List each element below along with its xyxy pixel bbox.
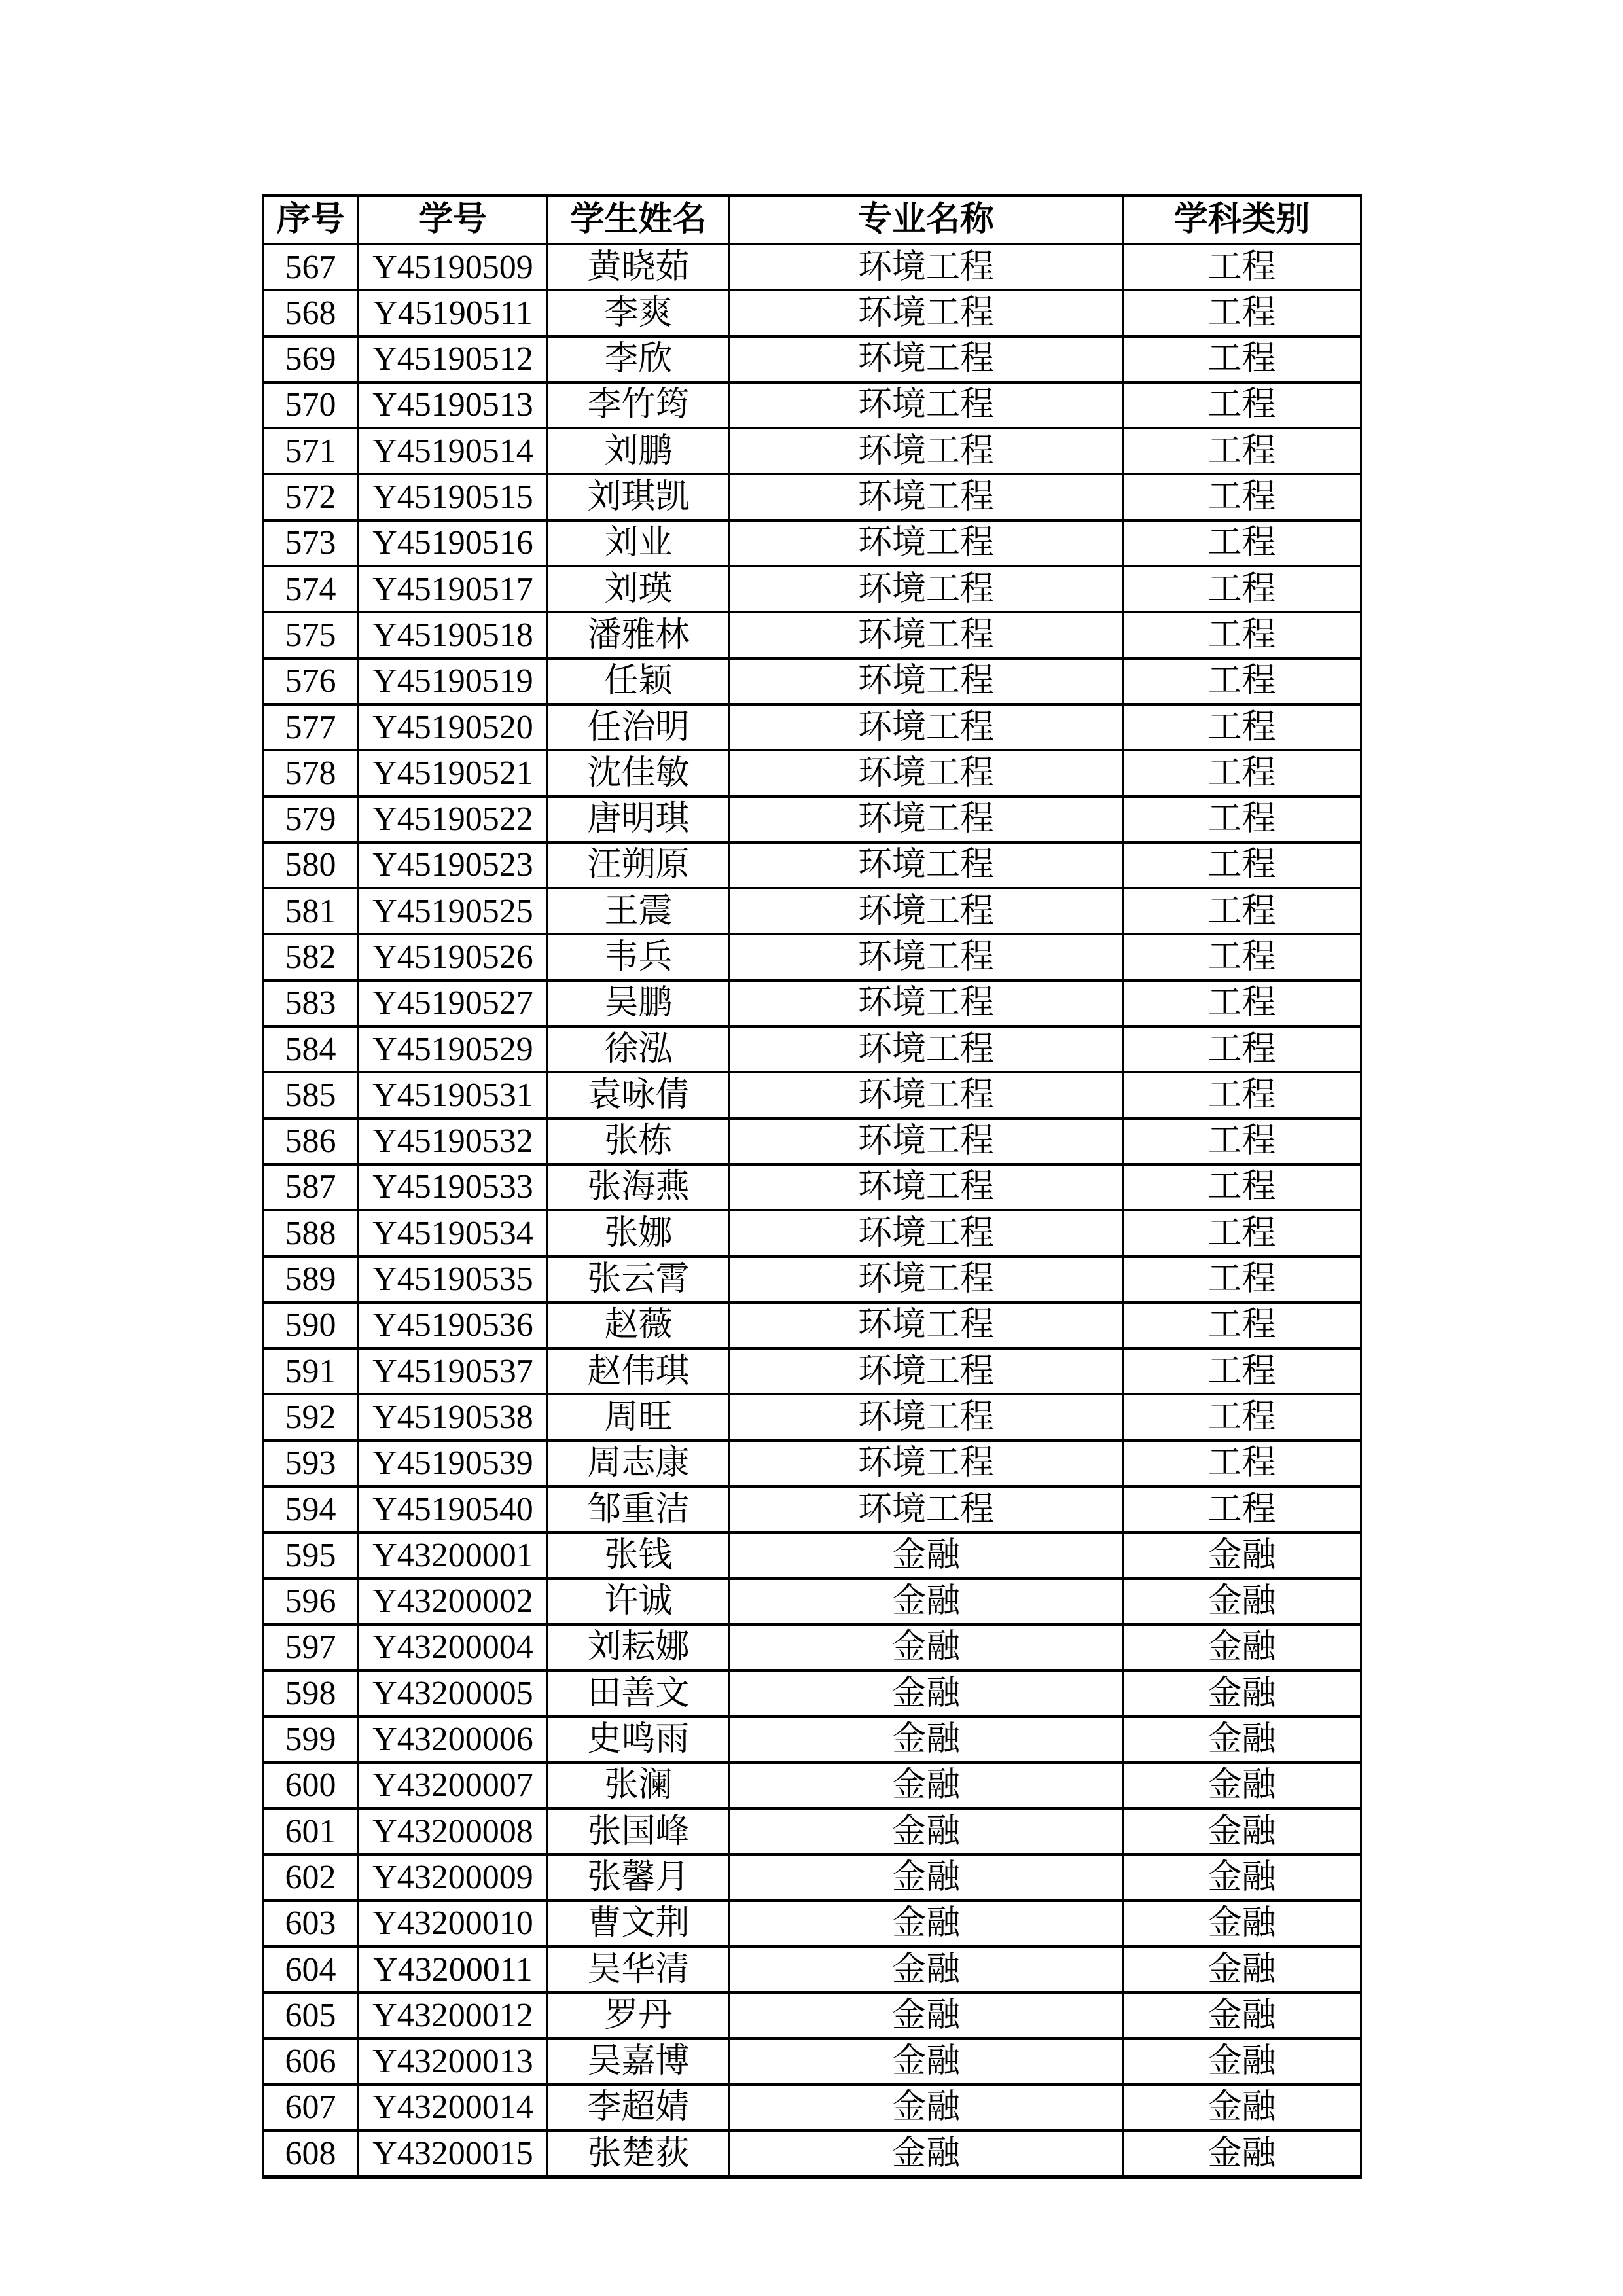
cell-student-id: Y43200002 <box>359 1579 548 1624</box>
cell-index: 599 <box>263 1717 359 1763</box>
cell-student-id: Y45190514 <box>359 428 548 474</box>
cell-discipline: 工程 <box>1123 1119 1361 1164</box>
cell-discipline: 工程 <box>1123 336 1361 382</box>
cell-index: 603 <box>263 1901 359 1946</box>
table-row <box>263 842 1361 888</box>
cell-index: 586 <box>263 1119 359 1164</box>
table-row <box>263 1717 1361 1763</box>
cell-major: 环境工程 <box>730 1026 1123 1072</box>
table-row <box>263 1348 1361 1394</box>
cell-index: 572 <box>263 474 359 520</box>
cell-index: 604 <box>263 1946 359 1992</box>
cell-index: 567 <box>263 244 359 290</box>
cell-major: 环境工程 <box>730 704 1123 750</box>
cell-index: 597 <box>263 1624 359 1670</box>
cell-student-id: Y45190538 <box>359 1394 548 1440</box>
cell-student-name: 韦兵 <box>548 934 730 980</box>
cell-student-name: 张钱 <box>548 1532 730 1578</box>
cell-major: 金融 <box>730 1670 1123 1716</box>
cell-student-name: 赵伟琪 <box>548 1348 730 1394</box>
table-row <box>263 1119 1361 1164</box>
cell-major: 环境工程 <box>730 1257 1123 1302</box>
cell-index: 602 <box>263 1854 359 1900</box>
cell-discipline: 工程 <box>1123 1302 1361 1348</box>
table-row <box>263 382 1361 428</box>
cell-discipline: 金融 <box>1123 2085 1361 2130</box>
cell-discipline: 金融 <box>1123 1763 1361 1808</box>
cell-student-name: 邹重洁 <box>548 1486 730 1532</box>
cell-index: 600 <box>263 1763 359 1808</box>
table-row <box>263 1257 1361 1302</box>
cell-major: 金融 <box>730 1854 1123 1900</box>
cell-major: 金融 <box>730 1901 1123 1946</box>
cell-index: 571 <box>263 428 359 474</box>
cell-student-name: 刘琪凯 <box>548 474 730 520</box>
cell-student-name: 王震 <box>548 888 730 934</box>
cell-student-name: 李爽 <box>548 290 730 336</box>
cell-index: 583 <box>263 980 359 1026</box>
cell-major: 金融 <box>730 1624 1123 1670</box>
cell-student-id: Y45190515 <box>359 474 548 520</box>
cell-student-id: Y45190540 <box>359 1486 548 1532</box>
table-row <box>263 1854 1361 1900</box>
table-row <box>263 1164 1361 1210</box>
cell-index: 596 <box>263 1579 359 1624</box>
header-cell-student-name: 学生姓名 <box>548 196 730 244</box>
cell-index: 589 <box>263 1257 359 1302</box>
cell-student-name: 张海燕 <box>548 1164 730 1210</box>
cell-discipline: 工程 <box>1123 842 1361 888</box>
cell-major: 环境工程 <box>730 1441 1123 1486</box>
cell-student-name: 唐明琪 <box>548 797 730 842</box>
cell-student-name: 曹文荆 <box>548 1901 730 1946</box>
cell-student-name: 吴鹏 <box>548 980 730 1026</box>
cell-discipline: 工程 <box>1123 1348 1361 1394</box>
cell-major: 金融 <box>730 2039 1123 2085</box>
cell-discipline: 金融 <box>1123 1579 1361 1624</box>
table-row <box>263 336 1361 382</box>
cell-discipline: 金融 <box>1123 1624 1361 1670</box>
cell-student-name: 汪朔原 <box>548 842 730 888</box>
cell-major: 环境工程 <box>730 888 1123 934</box>
cell-major: 金融 <box>730 2085 1123 2130</box>
cell-major: 环境工程 <box>730 382 1123 428</box>
cell-student-id: Y45190539 <box>359 1441 548 1486</box>
cell-index: 587 <box>263 1164 359 1210</box>
cell-student-id: Y45190518 <box>359 612 548 658</box>
table-row <box>263 1532 1361 1578</box>
table-row <box>263 1026 1361 1072</box>
table-row <box>263 797 1361 842</box>
cell-student-name: 赵薇 <box>548 1302 730 1348</box>
cell-discipline: 工程 <box>1123 888 1361 934</box>
table-header-row <box>263 196 1361 244</box>
table-row <box>263 980 1361 1026</box>
cell-student-id: Y43200006 <box>359 1717 548 1763</box>
cell-discipline: 工程 <box>1123 1441 1361 1486</box>
cell-index: 575 <box>263 612 359 658</box>
table-body <box>263 244 1361 2177</box>
cell-student-name: 张国峰 <box>548 1808 730 1854</box>
cell-discipline: 工程 <box>1123 658 1361 704</box>
table-row <box>263 244 1361 290</box>
cell-index: 606 <box>263 2039 359 2085</box>
cell-index: 581 <box>263 888 359 934</box>
cell-index: 594 <box>263 1486 359 1532</box>
cell-student-name: 周旺 <box>548 1394 730 1440</box>
table-row <box>263 2085 1361 2130</box>
cell-student-id: Y43200011 <box>359 1946 548 1992</box>
cell-index: 580 <box>263 842 359 888</box>
table-row <box>263 1302 1361 1348</box>
cell-index: 573 <box>263 520 359 566</box>
cell-student-name: 张娜 <box>548 1210 730 1256</box>
cell-index: 578 <box>263 750 359 796</box>
cell-discipline: 工程 <box>1123 382 1361 428</box>
cell-student-id: Y45190523 <box>359 842 548 888</box>
cell-major: 环境工程 <box>730 1486 1123 1532</box>
cell-discipline: 金融 <box>1123 2039 1361 2085</box>
cell-student-id: Y43200005 <box>359 1670 548 1716</box>
cell-discipline: 工程 <box>1123 1072 1361 1118</box>
cell-student-id: Y43200009 <box>359 1854 548 1900</box>
cell-discipline: 工程 <box>1123 566 1361 612</box>
header-cell-discipline: 学科类别 <box>1123 196 1361 244</box>
cell-index: 590 <box>263 1302 359 1348</box>
cell-discipline: 工程 <box>1123 1164 1361 1210</box>
cell-index: 585 <box>263 1072 359 1118</box>
cell-student-id: Y43200015 <box>359 2130 548 2177</box>
cell-discipline: 金融 <box>1123 2130 1361 2177</box>
cell-discipline: 金融 <box>1123 1717 1361 1763</box>
header-cell-major: 专业名称 <box>730 196 1123 244</box>
cell-student-name: 任治明 <box>548 704 730 750</box>
table-row <box>263 1946 1361 1992</box>
cell-student-name: 刘鹏 <box>548 428 730 474</box>
cell-major: 环境工程 <box>730 934 1123 980</box>
cell-index: 598 <box>263 1670 359 1716</box>
cell-major: 环境工程 <box>730 612 1123 658</box>
table-row <box>263 1210 1361 1256</box>
cell-index: 568 <box>263 290 359 336</box>
cell-student-id: Y45190533 <box>359 1164 548 1210</box>
table-row <box>263 704 1361 750</box>
cell-major: 环境工程 <box>730 474 1123 520</box>
cell-major: 金融 <box>730 1532 1123 1578</box>
cell-index: 584 <box>263 1026 359 1072</box>
table-row <box>263 750 1361 796</box>
cell-student-id: Y43200008 <box>359 1808 548 1854</box>
cell-index: 570 <box>263 382 359 428</box>
cell-student-id: Y45190527 <box>359 980 548 1026</box>
cell-student-name: 潘雅林 <box>548 612 730 658</box>
cell-index: 576 <box>263 658 359 704</box>
cell-discipline: 工程 <box>1123 428 1361 474</box>
cell-student-id: Y45190522 <box>359 797 548 842</box>
cell-student-id: Y45190513 <box>359 382 548 428</box>
cell-student-name: 张楚荻 <box>548 2130 730 2177</box>
cell-student-id: Y45190531 <box>359 1072 548 1118</box>
table-row <box>263 1763 1361 1808</box>
cell-student-name: 刘耘娜 <box>548 1624 730 1670</box>
cell-index: 591 <box>263 1348 359 1394</box>
cell-student-name: 任颖 <box>548 658 730 704</box>
cell-index: 601 <box>263 1808 359 1854</box>
cell-major: 环境工程 <box>730 1210 1123 1256</box>
cell-student-name: 张澜 <box>548 1763 730 1808</box>
cell-discipline: 金融 <box>1123 1946 1361 1992</box>
cell-major: 金融 <box>730 1808 1123 1854</box>
cell-major: 环境工程 <box>730 566 1123 612</box>
cell-discipline: 工程 <box>1123 797 1361 842</box>
cell-major: 环境工程 <box>730 980 1123 1026</box>
cell-discipline: 工程 <box>1123 290 1361 336</box>
cell-index: 577 <box>263 704 359 750</box>
cell-index: 595 <box>263 1532 359 1578</box>
cell-discipline: 工程 <box>1123 244 1361 290</box>
table-row <box>263 520 1361 566</box>
cell-discipline: 工程 <box>1123 520 1361 566</box>
cell-student-id: Y43200001 <box>359 1532 548 1578</box>
cell-major: 环境工程 <box>730 1394 1123 1440</box>
cell-student-id: Y43200004 <box>359 1624 548 1670</box>
cell-index: 605 <box>263 1992 359 2038</box>
table-row <box>263 1670 1361 1716</box>
cell-discipline: 工程 <box>1123 1486 1361 1532</box>
cell-student-name: 李欣 <box>548 336 730 382</box>
cell-student-name: 史鸣雨 <box>548 1717 730 1763</box>
cell-major: 金融 <box>730 1717 1123 1763</box>
table-row <box>263 1992 1361 2038</box>
cell-discipline: 工程 <box>1123 934 1361 980</box>
table-row <box>263 1901 1361 1946</box>
table-row <box>263 1624 1361 1670</box>
cell-discipline: 工程 <box>1123 980 1361 1026</box>
cell-student-name: 吴华清 <box>548 1946 730 1992</box>
cell-student-name: 张栋 <box>548 1119 730 1164</box>
table-row <box>263 1808 1361 1854</box>
header-cell-index: 序号 <box>263 196 359 244</box>
table-row <box>263 1486 1361 1532</box>
cell-index: 582 <box>263 934 359 980</box>
cell-discipline: 工程 <box>1123 1026 1361 1072</box>
cell-discipline: 工程 <box>1123 474 1361 520</box>
cell-student-id: Y45190519 <box>359 658 548 704</box>
cell-student-id: Y45190537 <box>359 1348 548 1394</box>
cell-discipline: 工程 <box>1123 704 1361 750</box>
cell-student-id: Y45190535 <box>359 1257 548 1302</box>
student-table <box>262 194 1362 2179</box>
cell-student-name: 田善文 <box>548 1670 730 1716</box>
table-row <box>263 474 1361 520</box>
table-row <box>263 1441 1361 1486</box>
cell-index: 593 <box>263 1441 359 1486</box>
cell-major: 金融 <box>730 1946 1123 1992</box>
cell-student-id: Y43200007 <box>359 1763 548 1808</box>
cell-student-name: 李超婧 <box>548 2085 730 2130</box>
cell-index: 592 <box>263 1394 359 1440</box>
cell-discipline: 金融 <box>1123 1901 1361 1946</box>
cell-major: 环境工程 <box>730 797 1123 842</box>
table-row <box>263 1072 1361 1118</box>
table-row <box>263 1394 1361 1440</box>
cell-discipline: 金融 <box>1123 1854 1361 1900</box>
cell-student-name: 周志康 <box>548 1441 730 1486</box>
header-cell-student-id: 学号 <box>359 196 548 244</box>
cell-student-name: 沈佳敏 <box>548 750 730 796</box>
table-row <box>263 428 1361 474</box>
cell-student-name: 吴嘉博 <box>548 2039 730 2085</box>
cell-student-id: Y45190509 <box>359 244 548 290</box>
table-row <box>263 658 1361 704</box>
cell-discipline: 工程 <box>1123 1210 1361 1256</box>
cell-major: 环境工程 <box>730 520 1123 566</box>
cell-student-id: Y45190525 <box>359 888 548 934</box>
cell-student-name: 刘瑛 <box>548 566 730 612</box>
cell-discipline: 金融 <box>1123 1808 1361 1854</box>
cell-major: 环境工程 <box>730 1072 1123 1118</box>
cell-major: 环境工程 <box>730 244 1123 290</box>
cell-major: 金融 <box>730 1579 1123 1624</box>
table-row <box>263 290 1361 336</box>
cell-major: 环境工程 <box>730 1164 1123 1210</box>
cell-student-id: Y43200010 <box>359 1901 548 1946</box>
table-row <box>263 612 1361 658</box>
cell-major: 环境工程 <box>730 428 1123 474</box>
cell-major: 环境工程 <box>730 1302 1123 1348</box>
cell-discipline: 工程 <box>1123 1257 1361 1302</box>
cell-student-id: Y45190529 <box>359 1026 548 1072</box>
cell-index: 608 <box>263 2130 359 2177</box>
table-row <box>263 888 1361 934</box>
cell-student-name: 许诚 <box>548 1579 730 1624</box>
cell-student-id: Y45190517 <box>359 566 548 612</box>
table-row <box>263 566 1361 612</box>
cell-major: 环境工程 <box>730 750 1123 796</box>
cell-major: 金融 <box>730 1763 1123 1808</box>
cell-major: 环境工程 <box>730 1348 1123 1394</box>
cell-discipline: 工程 <box>1123 1394 1361 1440</box>
cell-student-id: Y45190511 <box>359 290 548 336</box>
cell-student-id: Y43200012 <box>359 1992 548 2038</box>
cell-index: 607 <box>263 2085 359 2130</box>
cell-student-name: 刘业 <box>548 520 730 566</box>
table-row <box>263 2130 1361 2177</box>
cell-student-name: 罗丹 <box>548 1992 730 2038</box>
cell-major: 金融 <box>730 2130 1123 2177</box>
cell-index: 569 <box>263 336 359 382</box>
cell-student-name: 袁咏倩 <box>548 1072 730 1118</box>
table-row <box>263 934 1361 980</box>
cell-major: 金融 <box>730 1992 1123 2038</box>
table-row <box>263 1579 1361 1624</box>
cell-student-id: Y43200014 <box>359 2085 548 2130</box>
cell-major: 环境工程 <box>730 290 1123 336</box>
cell-discipline: 工程 <box>1123 612 1361 658</box>
cell-discipline: 工程 <box>1123 750 1361 796</box>
cell-student-id: Y45190512 <box>359 336 548 382</box>
table-row <box>263 2039 1361 2085</box>
cell-discipline: 金融 <box>1123 1992 1361 2038</box>
cell-major: 环境工程 <box>730 336 1123 382</box>
cell-index: 574 <box>263 566 359 612</box>
cell-student-id: Y45190520 <box>359 704 548 750</box>
cell-student-id: Y45190536 <box>359 1302 548 1348</box>
cell-student-name: 张云霄 <box>548 1257 730 1302</box>
cell-discipline: 金融 <box>1123 1532 1361 1578</box>
cell-student-id: Y45190516 <box>359 520 548 566</box>
cell-student-name: 徐泓 <box>548 1026 730 1072</box>
cell-student-id: Y45190521 <box>359 750 548 796</box>
cell-student-id: Y45190526 <box>359 934 548 980</box>
cell-major: 环境工程 <box>730 1119 1123 1164</box>
cell-student-id: Y45190534 <box>359 1210 548 1256</box>
cell-student-name: 李竹筠 <box>548 382 730 428</box>
cell-student-id: Y45190532 <box>359 1119 548 1164</box>
cell-student-name: 张馨月 <box>548 1854 730 1900</box>
cell-student-name: 黄晓茹 <box>548 244 730 290</box>
cell-major: 环境工程 <box>730 842 1123 888</box>
cell-major: 环境工程 <box>730 658 1123 704</box>
cell-student-id: Y43200013 <box>359 2039 548 2085</box>
cell-index: 579 <box>263 797 359 842</box>
cell-index: 588 <box>263 1210 359 1256</box>
cell-discipline: 金融 <box>1123 1670 1361 1716</box>
